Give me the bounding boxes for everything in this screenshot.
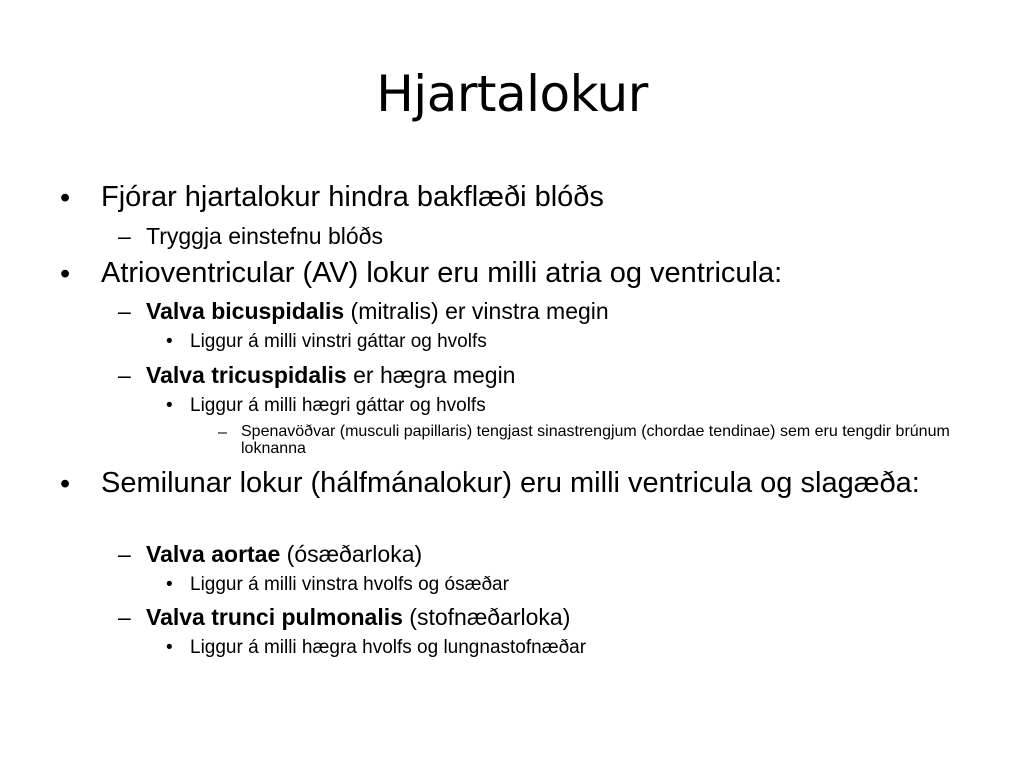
bullet-rest: (mitralis) er vinstra megin (344, 298, 609, 324)
bullet-rest: (stofnæðarloka) (402, 604, 571, 630)
dash-marker: – (118, 604, 131, 630)
bullet-text: Atrioventricular (AV) lokur eru milli atria og ventricula: (101, 257, 783, 289)
bold-term: Valva trunci pulmonalis (146, 604, 403, 630)
bullet-rest: er hægra megin (346, 362, 516, 388)
bullet-text: Liggur á milli hægri gáttar og hvolfs (190, 395, 486, 416)
bullet-marker: • (60, 258, 71, 290)
bullet-text (146, 361, 966, 389)
bullet-marker: • (166, 395, 173, 416)
bullet-text (146, 540, 966, 568)
bullet-text: Fjórar hjartalokur hindra bakflæði blóðs (101, 181, 604, 213)
dash-marker: – (118, 541, 131, 567)
bullet-text: Liggur á milli vinstri gáttar og hvolfs (190, 331, 487, 352)
bullet-text (146, 603, 966, 631)
bullet-text: Semilunar lokur (hálfmánalokur) eru milli ventricula og slagæða: (101, 467, 920, 499)
bullet-text: Liggur á milli vinstra hvolfs og ósæðar (190, 574, 509, 595)
dash-marker: – (118, 362, 131, 388)
dash-marker: – (118, 298, 131, 324)
bullet-marker: • (60, 468, 71, 500)
bullet-marker: • (166, 574, 173, 595)
bullet-marker: • (60, 182, 71, 214)
bullet-marker: • (166, 637, 173, 658)
dash-marker: – (218, 424, 227, 441)
slide-title: Hjartalokur (376, 65, 648, 123)
bold-term: Valva aortae (146, 541, 281, 567)
bullet-text: Tryggja einstefnu blóðs (146, 223, 383, 249)
dash-marker: – (118, 223, 131, 249)
bullet-text: Liggur á milli hægra hvolfs og lungnastofnæðar (190, 637, 587, 658)
bullet-text (146, 297, 966, 325)
bullet-marker: • (166, 331, 173, 352)
bullet-text: Spenavöðvar (musculi papillaris) tengjast sinastrengjum (chordae tendinae) sem eru tengdir brúnum loknanna (241, 423, 950, 457)
bold-term: Valva bicuspidalis (146, 298, 345, 324)
bullet-rest: (ósæðarloka) (280, 541, 423, 567)
bold-term: Valva tricuspidalis (146, 362, 347, 388)
